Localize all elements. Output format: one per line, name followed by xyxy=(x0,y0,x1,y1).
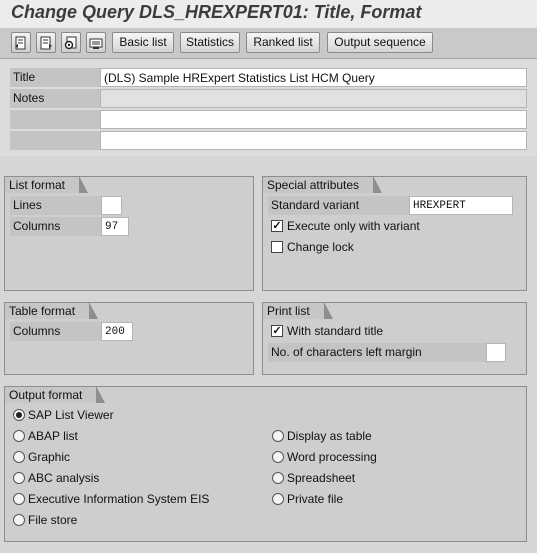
page-title: Change Query DLS_HREXPERT01: Title, Format xyxy=(11,2,422,22)
left-margin-label: No. of characters left margin xyxy=(268,343,486,362)
title-input[interactable]: (DLS) Sample HRExpert Statistics List HCM Query xyxy=(100,68,527,87)
display-as-table-radio[interactable] xyxy=(272,430,284,442)
abc-analysis-label: ABC analysis xyxy=(28,471,100,485)
table-format-group xyxy=(4,302,254,375)
statistics-button[interactable]: Statistics xyxy=(180,32,240,53)
notes-label-spacer xyxy=(10,131,100,150)
list-format-group xyxy=(4,176,254,291)
change-lock-checkbox[interactable] xyxy=(271,241,283,253)
lines-input[interactable] xyxy=(101,196,122,215)
sap-list-viewer-radio[interactable] xyxy=(13,409,25,421)
application-toolbar xyxy=(0,28,537,59)
previous-screen-icon[interactable] xyxy=(11,32,31,53)
eis-label: Executive Information System EIS xyxy=(28,492,210,506)
basic-list-button[interactable]: Basic list xyxy=(112,32,174,53)
with-standard-title-label: With standard title xyxy=(287,324,384,338)
execute-only-label: Execute only with variant xyxy=(287,219,420,233)
word-processing-label: Word processing xyxy=(287,450,377,464)
spreadsheet-radio[interactable] xyxy=(272,472,284,484)
ranked-list-button[interactable]: Ranked list xyxy=(246,32,320,53)
special-attributes-heading: Special attributes xyxy=(262,176,374,193)
notes-line-1[interactable] xyxy=(100,89,527,108)
print-preview-icon[interactable] xyxy=(86,32,106,53)
abap-list-label: ABAP list xyxy=(28,429,78,443)
window-title-bar xyxy=(0,0,537,28)
standard-variant-label: Standard variant xyxy=(268,196,409,215)
file-store-label: File store xyxy=(28,513,78,527)
notes-label: Notes xyxy=(10,89,100,108)
abap-list-radio[interactable] xyxy=(13,430,25,442)
private-file-label: Private file xyxy=(287,492,344,506)
columns-input[interactable]: 97 xyxy=(101,217,129,236)
private-file-radio[interactable] xyxy=(272,493,284,505)
output-format-heading: Output format xyxy=(4,386,97,403)
output-sequence-button[interactable]: Output sequence xyxy=(327,32,433,53)
file-store-radio[interactable] xyxy=(13,514,25,526)
notes-line-2[interactable] xyxy=(100,110,527,129)
output-format-group xyxy=(4,386,527,542)
notes-label-spacer xyxy=(10,110,100,129)
display-as-table-label: Display as table xyxy=(287,429,372,443)
notes-line-3[interactable] xyxy=(100,131,527,150)
list-format-heading: List format xyxy=(4,176,80,193)
print-list-heading: Print list xyxy=(262,302,325,319)
spreadsheet-label: Spreadsheet xyxy=(287,471,356,485)
eis-radio[interactable] xyxy=(13,493,25,505)
header-fields-area xyxy=(0,60,537,156)
table-format-heading: Table format xyxy=(4,302,90,319)
change-lock-label: Change lock xyxy=(287,240,354,254)
left-margin-input[interactable] xyxy=(486,343,506,362)
abc-analysis-radio[interactable] xyxy=(13,472,25,484)
columns-label: Columns xyxy=(10,217,105,236)
lines-label: Lines xyxy=(10,196,105,215)
table-columns-input[interactable]: 200 xyxy=(101,322,133,341)
next-screen-icon[interactable] xyxy=(36,32,56,53)
graphic-radio[interactable] xyxy=(13,451,25,463)
graphic-label: Graphic xyxy=(28,450,71,464)
table-columns-label: Columns xyxy=(10,322,105,341)
print-list-group xyxy=(262,302,527,375)
with-standard-title-checkbox[interactable]: ✓ xyxy=(272,325,282,337)
execute-only-checkbox[interactable]: ✓ xyxy=(272,220,282,232)
field-selection-icon[interactable] xyxy=(61,32,81,53)
standard-variant-input[interactable]: HREXPERT xyxy=(409,196,513,215)
word-processing-radio[interactable] xyxy=(272,451,284,463)
sap-list-viewer-label: SAP List Viewer xyxy=(28,408,114,422)
special-attributes-group xyxy=(262,176,527,291)
title-label: Title xyxy=(10,68,100,87)
